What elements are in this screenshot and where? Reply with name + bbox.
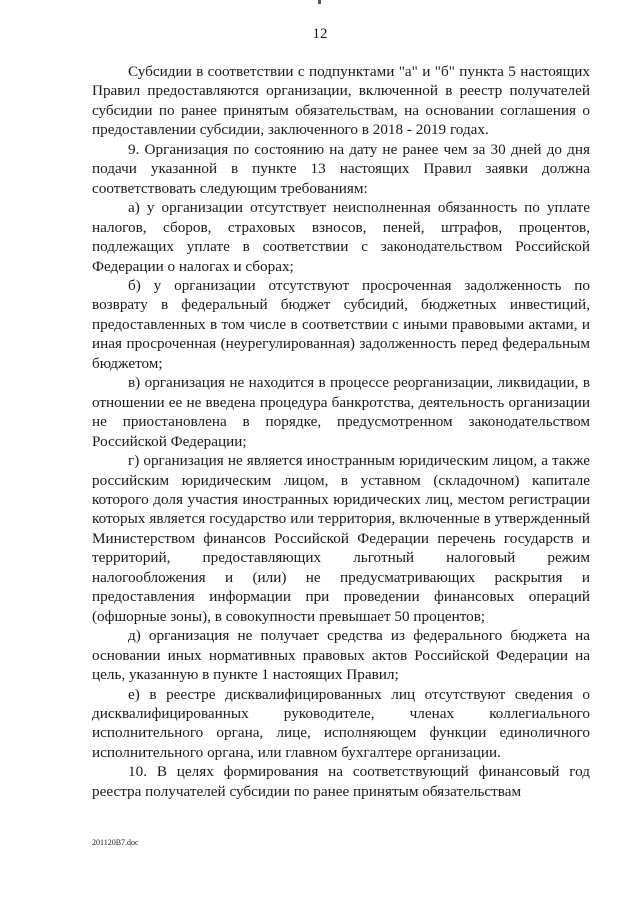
paragraph-9g: г) организация не является иностранным юридическим лицом, а также российским юридическим лицом, в уставном (складочном) капитале которого доля участия иностранных юридических лиц, местом регистрации которых является государство или территория, включенные в утвержденный Министерством финансов Российской Федерации перечень государств и территорий, предоставляющих льготный налоговый режим налогообложения и (или) не предусматривающих раскрытия и предоставления информации при проведении финансовых операций (офшорные зоны), в совокупности превышает 50 процентов; <box>92 452 590 625</box>
paragraph-10: 10. В целях формирования на соответствующий финансовый год реестра получателей субсидии по ранее принятым обязательствам <box>92 763 590 800</box>
paragraph-9: 9. Организация по состоянию на дату не ранее чем за 30 дней до дня подачи указанной в пункте 13 настоящих Правил заявки должна соответствовать следующим требованиям: <box>92 140 590 197</box>
paragraph-9b: б) у организации отсутствуют просроченная задолженность по возврату в федеральный бюджет субсидий, бюджетных инвестиций, предоставленных в том числе в соответствии с иными правовыми актами, и иная просроченная (неурегулированная) задолженность перед федеральным бюджетом; <box>92 276 590 372</box>
paragraph-9a: а) у организации отсутствует неисполненная обязанность по уплате налогов, сборов, страховых взносов, пеней, штрафов, процентов, подлежащих уплате в соответствии с законодательством Российской Федерации о налогах и сборах; <box>92 199 590 275</box>
paragraph-9v: в) организация не находится в процессе реорганизации, ликвидации, в отношении ее не введена процедура банкротства, деятельность организации не приостановлена в порядке, предусмотренном законодательством Российской Федерации; <box>92 374 590 450</box>
paragraph-9e: е) в реестре дисквалифицированных лиц отсутствуют сведения о дисквалифицированных руководителе, членах коллегиального исполнительного органа, лице, исполняющем функции единоличного исполнительного органа, или главном бухгалтере организации. <box>92 685 590 761</box>
footer-file-code: 201120В7.doc <box>92 838 139 847</box>
paragraph-9d: д) организация не получает средства из федерального бюджета на основании иных нормативных правовых актов Российской Федерации на цель, указанную в пункте 1 настоящих Правил; <box>92 627 590 684</box>
paragraph-subsidies: Субсидии в соответствии с подпунктами "а" и "б" пункта 5 настоящих Правил предоставляются организации, включенной в реестр получателей субсидии по ранее принятым обязательствам, на основании соглашения о предоставлении субсидии, заключенного в 2018 - 2019 годах. <box>92 63 590 139</box>
page-number: 12 <box>312 26 328 42</box>
top-mark <box>318 0 321 4</box>
document-body <box>92 62 590 801</box>
